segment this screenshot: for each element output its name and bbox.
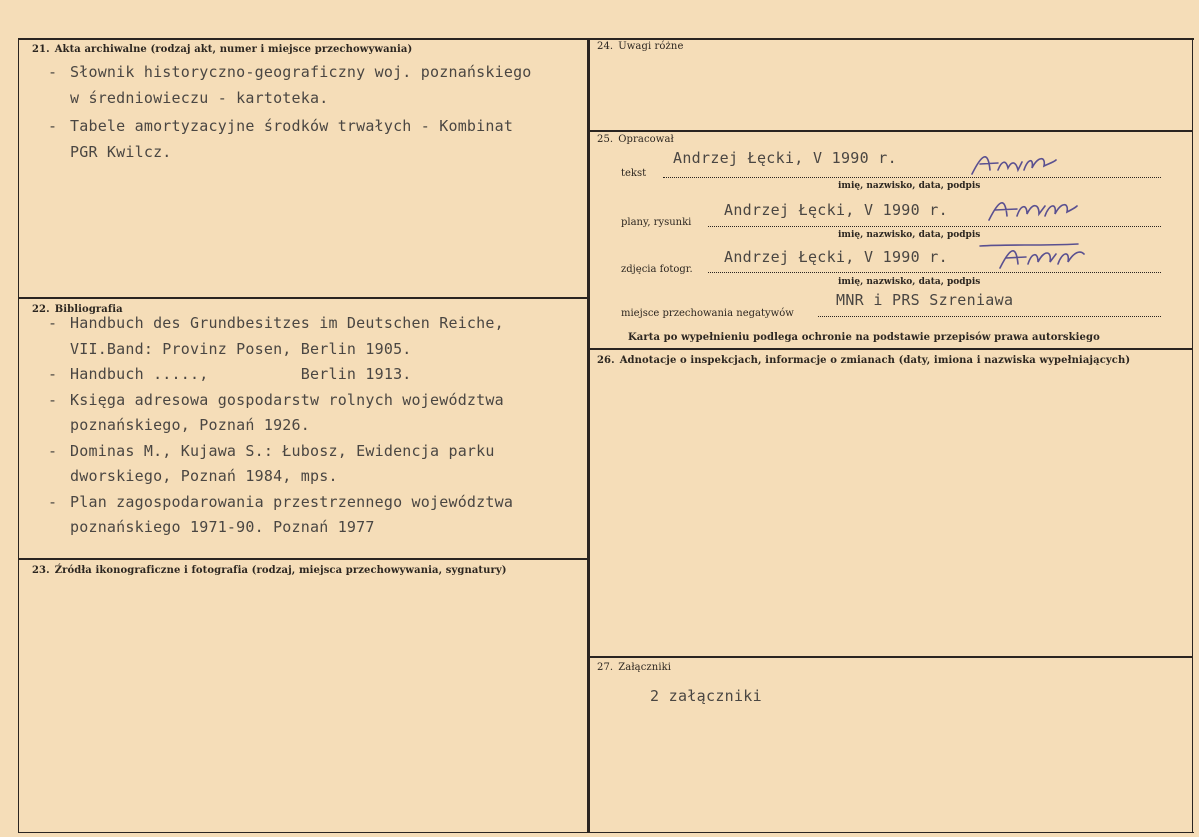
- divider-24-25: [589, 130, 1193, 132]
- section-21-number: 21.: [32, 44, 50, 55]
- section-21-title: Akta archiwalne (rodzaj akt, numer i miejsce przechowywania): [54, 44, 413, 55]
- row-plany-line: [708, 226, 1161, 227]
- section-27-title: Załączniki: [618, 662, 672, 673]
- list-item: - Handbuch ....., Berlin 1913.: [48, 365, 412, 383]
- row-zdjecia-line: [708, 272, 1161, 273]
- row-zdjecia-label: zdjęcia fotogr.: [621, 264, 693, 275]
- row-tekst-value: Andrzej Łęcki, V 1990 r.: [673, 149, 897, 167]
- section-24-number: 24.: [597, 41, 614, 52]
- row-zdjecia-caption: imię, nazwisko, data, podpis: [838, 277, 981, 287]
- divider-25-26: [589, 348, 1193, 350]
- section-25-number: 25.: [597, 134, 614, 145]
- list-item: - Słownik historyczno-geograficzny woj. poznańskiego w średniowieczu - kartoteka.: [48, 63, 532, 107]
- list-item: - Dominas M., Kujawa S.: Łubosz, Ewidencja parku dworskiego, Poznań 1984, mps.: [48, 441, 495, 485]
- negatives-value: MNR i PRS Szreniawa: [836, 291, 1014, 309]
- negatives-line: [818, 316, 1161, 317]
- row-tekst-label: tekst: [621, 168, 647, 179]
- column-divider: [587, 38, 590, 833]
- list-item: - Księga adresowa gospodarstw rolnych województwa poznańskiego, Poznań 1926.: [48, 390, 504, 434]
- list-item: - Handbuch des Grundbesitzes im Deutschen Reiche, VII.Band: Provinz Posen, Berlin 1905.: [48, 314, 504, 358]
- top-border: [18, 38, 1194, 40]
- row-tekst-caption: imię, nazwisko, data, podpis: [838, 181, 981, 191]
- negatives-label: miejsce przechowania negatywów: [621, 308, 794, 319]
- divider-26-27: [589, 656, 1193, 658]
- section-22-title: Bibliografia: [54, 304, 123, 315]
- section-25-title: Opracował: [618, 134, 674, 145]
- right-border: [1192, 38, 1193, 833]
- section-24-header: [597, 41, 683, 52]
- attachments-value: 2 załączniki: [650, 687, 762, 705]
- row-plany-caption: imię, nazwisko, data, podpis: [838, 230, 981, 240]
- left-border: [18, 38, 19, 833]
- section-23-title: Źródła ikonograficzne i fotografia (rodzaj, miejsca przechowywania, sygnatury): [54, 565, 507, 576]
- row-zdjecia-value: Andrzej Łęcki, V 1990 r.: [724, 248, 948, 266]
- row-tekst-line: [663, 177, 1161, 178]
- section-22-list: [48, 311, 513, 541]
- section-23-number: 23.: [32, 565, 50, 576]
- signature-1-icon: [968, 150, 1060, 180]
- row-plany-value: Andrzej Łęcki, V 1990 r.: [724, 201, 948, 219]
- section-22-number: 22.: [32, 304, 50, 315]
- bottom-border: [18, 832, 1194, 833]
- section-26-header: [597, 355, 1130, 366]
- signature-3-icon: [978, 240, 1088, 274]
- section-21-header: [32, 44, 412, 55]
- divider-21-22: [18, 297, 589, 299]
- list-item: - Plan zagospodarowania przestrzennego województwa poznańskiego 1971-90. Poznań 1977: [48, 492, 514, 536]
- list-item: - Tabele amortyzacyjne środków trwałych - Kombinat PGR Kwilcz.: [48, 117, 514, 161]
- section-24-title: Uwagi różne: [618, 41, 684, 52]
- section-26-number: 26.: [597, 355, 615, 366]
- row-plany-label: plany, rysunki: [621, 217, 692, 228]
- section-23-header: [32, 565, 507, 576]
- section-27-number: 27.: [597, 662, 614, 673]
- divider-22-23: [18, 558, 589, 560]
- section-25-header: [597, 134, 674, 145]
- copyright-note: Karta po wypełnieniu podlega ochronie na podstawie przepisów prawa autorskiego: [628, 332, 1100, 343]
- section-21-list: [48, 60, 532, 165]
- signature-2-icon: [985, 196, 1080, 226]
- section-26-title: Adnotacje o inspekcjach, informacje o zmianach (daty, imiona i nazwiska wypełniających): [619, 355, 1131, 366]
- section-27-header: [597, 662, 671, 673]
